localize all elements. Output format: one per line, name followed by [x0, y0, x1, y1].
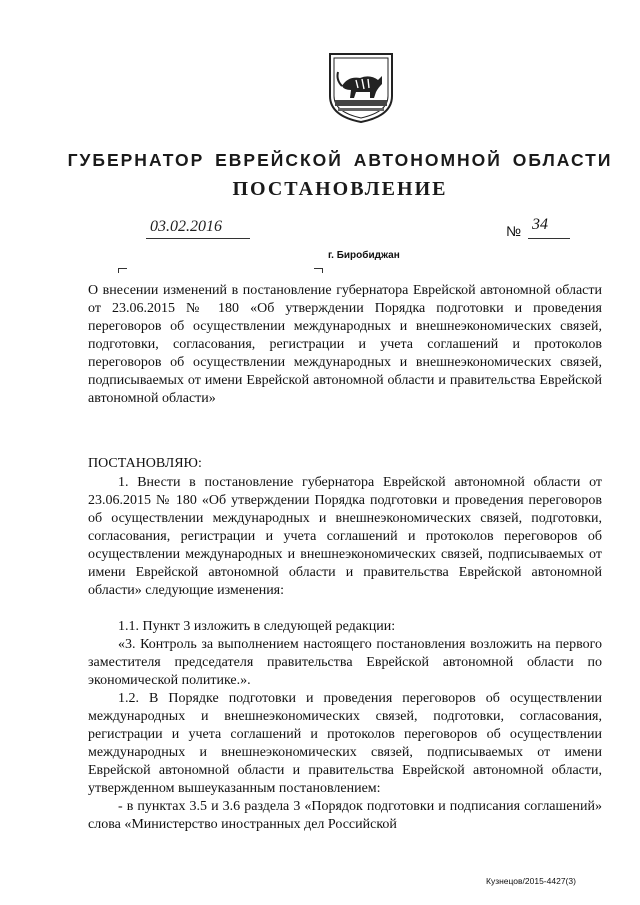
paragraph-quoted-3: «3. Контроль за выполнением настоящего постановления возложить на первого заместителя председателя правительства Еврейской автономной области по экономической политике.». [88, 637, 602, 688]
paragraph-1: 1. Внести в постановление губернатора Еврейской автономной области от 23.06.2015 № 180 «Об утверждении Порядка подготовки и проведения переговоров об осуществлении международных и внешнеэкономических связей, подготовки, согласования, регистрации и учета соглашений и протоколов переговоров об осуществлении международных и внешнеэкономических связей, подписываемых от имени Еврейской автономной области и правительства Еврейской автономной области» следующие изменения: [88, 475, 602, 598]
date-underline [146, 238, 250, 239]
intro-paragraph: О внесении изменений в постановление губернатора Еврейской автономной области от 23.06.2015 № 180 «Об утверждении Порядка подготовки и проведения переговоров об осуществлении международных и внешнеэкономических связей, подготовки, согласования, регистрации и учета соглашений и протоколов переговоров об осуществлении международных и внешнеэкономических связей, подписываемых от имени Еврейской автономной области и правительства Еврейской автономной области» [88, 283, 602, 406]
document-title: ПОСТАНОВЛЕНИЕ [232, 178, 448, 200]
document-date: 03.02.2016 [150, 218, 222, 235]
title-bracket-left [118, 268, 127, 273]
document-number: 34 [532, 216, 548, 233]
decree-label: ПОСТАНОВЛЯЮ: [88, 456, 202, 471]
number-underline [528, 238, 570, 239]
paragraph-1-2: 1.2. В Порядке подготовки и проведения переговоров об осуществлении международных и внешнеэкономических связей, подготовки, согласования, регистрации и учета соглашений и протоколов переговоров об осуществлении международных и внешнеэкономических связей, подписываемых от имени Еврейской автономной области и правительства Еврейской автономной области, утвержденном вышеуказанным постановлением: [88, 691, 602, 796]
city-label: г. Биробиджан [328, 250, 400, 261]
footer-reference: Кузнецов/2015-4427(3) [486, 876, 576, 886]
paragraph-bullet: - в пунктах 3.5 и 3.6 раздела 3 «Порядок подготовки и подписания соглашений» слова «Министерство иностранных дел Российской [88, 799, 602, 832]
coat-of-arms-emblem [326, 50, 396, 124]
number-label: № [506, 223, 522, 239]
title-bracket-right [314, 268, 323, 273]
paragraph-1-1: 1.1. Пункт 3 изложить в следующей редакции: [118, 619, 396, 634]
issuer-heading: ГУБЕРНАТОР ЕВРЕЙСКОЙ АВТОНОМНОЙ ОБЛАСТИ [67, 150, 613, 170]
